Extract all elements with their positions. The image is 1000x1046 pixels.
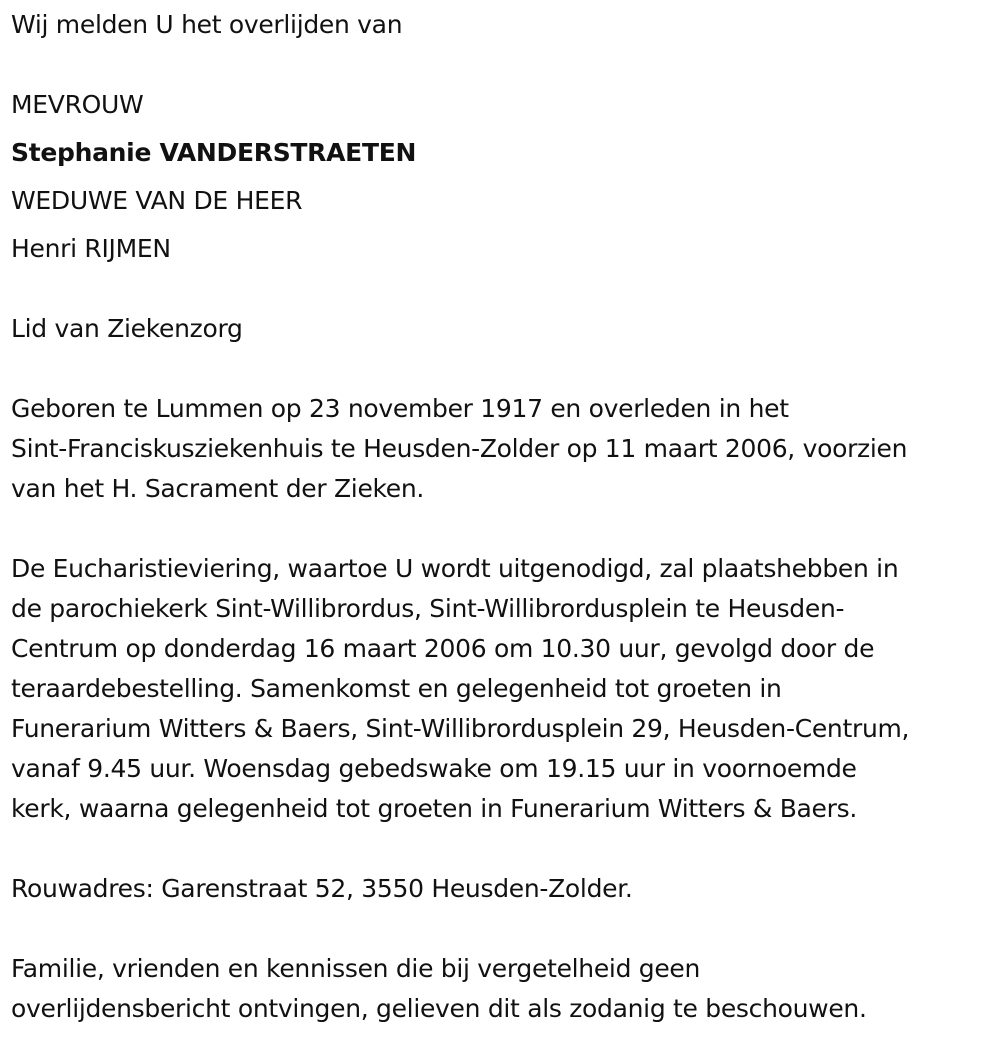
paragraph-line: Geboren te Lummen op 23 november 1917 en overleden in het [11,394,789,423]
deceased-name: Stephanie VANDERSTRAETEN [11,138,417,167]
paragraph-line: teraardebestelling. Samenkomst en gelegenheid tot groeten in [11,674,782,703]
paragraph-line: overlijdensbericht ontvingen, gelieven dit als zodanig te beschouwen. [11,994,867,1023]
title-text: MEVROUW [11,90,144,119]
paragraph-line: Sint-Franciskusziekenhuis te Heusden-Zolder op 11 maart 2006, voorzien [11,434,908,463]
mourning-address: Rouwadres: Garenstraat 52, 3550 Heusden-Zolder. [11,874,633,903]
paragraph-line: van het H. Sacrament der Zieken. [11,474,425,503]
ceremony-paragraph [11,549,996,829]
paragraph-line: De Eucharistieviering, waartoe U wordt uitgenodigd, zal plaatshebben in [11,554,899,583]
paragraph-line: kerk, waarna gelegenheid tot groeten in Funerarium Witters & Baers. [11,794,857,823]
paragraph-line: Funerarium Witters & Baers, Sint-Willibrordusplein 29, Heusden-Centrum, [11,714,910,743]
spouse-name: Henri RIJMEN [11,234,171,263]
intro-text: Wij melden U het overlijden van [11,10,403,39]
paragraph-line: Centrum op donderdag 16 maart 2006 om 10.30 uur, gevolgd door de [11,634,875,663]
membership-text: Lid van Ziekenzorg [11,314,243,343]
closing-paragraph [11,949,996,1029]
paragraph-line: vanaf 9.45 uur. Woensdag gebedswake om 19.15 uur in voornoemde [11,754,857,783]
paragraph-line: de parochiekerk Sint-Willibrordus, Sint-Willibrordusplein te Heusden- [11,594,845,623]
paragraph-line: Familie, vrienden en kennissen die bij vergetelheid geen [11,954,701,983]
birth-death-paragraph [11,389,996,509]
widow-label: WEDUWE VAN DE HEER [11,186,303,215]
